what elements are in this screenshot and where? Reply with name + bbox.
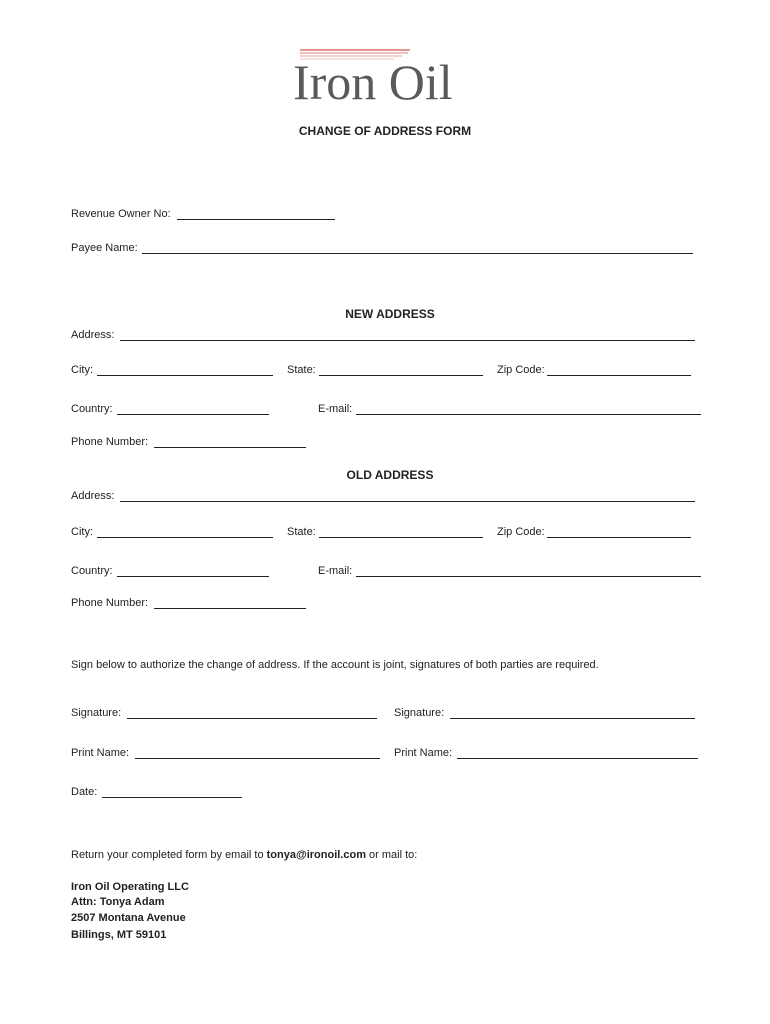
print-name-1-label: Print Name: <box>71 747 130 759</box>
authorize-text: Sign below to authorize the change of address. If the account is joint, signatures of both parties are required. <box>71 659 599 671</box>
old-address-label: Address: <box>71 490 115 502</box>
old-city-field[interactable] <box>97 537 273 538</box>
old-zip-label: Zip Code: <box>497 526 545 538</box>
print-name-2-label: Print Name: <box>394 747 453 759</box>
new-email-label: E-mail: <box>318 403 353 415</box>
revenue-owner-field[interactable] <box>177 219 335 220</box>
signature-1-field[interactable] <box>127 718 377 719</box>
new-phone-field[interactable] <box>154 447 306 448</box>
old-city-label: City: <box>71 526 93 538</box>
payee-name-field[interactable] <box>142 253 693 254</box>
signature-2-field[interactable] <box>450 718 695 719</box>
new-zip-label: Zip Code: <box>497 364 545 376</box>
return-instructions <box>71 849 417 862</box>
old-state-field[interactable] <box>319 537 483 538</box>
old-country-field[interactable] <box>117 576 269 577</box>
return-suffix: or mail to: <box>365 849 418 861</box>
logo-wordmark: Iron Oil <box>293 54 453 104</box>
return-email-link[interactable]: tonya@ironoil.com <box>266 849 366 861</box>
old-address-heading: OLD ADDRESS <box>346 468 434 482</box>
old-state-label: State: <box>287 526 316 538</box>
old-email-field[interactable] <box>356 576 701 577</box>
date-field[interactable] <box>102 797 242 798</box>
revenue-owner-label: Revenue Owner No: <box>71 208 171 220</box>
new-zip-field[interactable] <box>547 375 691 376</box>
mailing-attn: Attn: Tonya Adam <box>71 896 165 908</box>
new-state-field[interactable] <box>319 375 483 376</box>
print-name-2-field[interactable] <box>457 758 698 759</box>
old-email-label: E-mail: <box>318 565 353 577</box>
old-phone-label: Phone Number: <box>71 597 149 609</box>
new-address-field[interactable] <box>120 340 695 341</box>
old-phone-field[interactable] <box>154 608 306 609</box>
new-email-field[interactable] <box>356 414 701 415</box>
mailing-city-state-zip: Billings, MT 59101 <box>71 929 167 941</box>
old-address-field[interactable] <box>120 501 695 502</box>
new-state-label: State: <box>287 364 316 376</box>
new-country-field[interactable] <box>117 414 269 415</box>
signature-1-label: Signature: <box>71 707 122 719</box>
form-title: CHANGE OF ADDRESS FORM <box>298 124 472 138</box>
old-country-label: Country: <box>71 565 113 577</box>
mailing-street: 2507 Montana Avenue <box>71 912 186 924</box>
return-prefix: Return your completed form by email to <box>71 849 267 861</box>
new-address-heading: NEW ADDRESS <box>345 307 435 321</box>
mailing-company: Iron Oil Operating LLC <box>71 881 189 893</box>
new-city-field[interactable] <box>97 375 273 376</box>
new-address-label: Address: <box>71 329 115 341</box>
new-country-label: Country: <box>71 403 113 415</box>
date-label: Date: <box>71 786 98 798</box>
old-zip-field[interactable] <box>547 537 691 538</box>
new-phone-label: Phone Number: <box>71 436 149 448</box>
payee-name-label: Payee Name: <box>71 242 138 254</box>
iron-oil-logo <box>290 44 490 104</box>
signature-2-label: Signature: <box>394 707 445 719</box>
print-name-1-field[interactable] <box>135 758 380 759</box>
new-city-label: City: <box>71 364 93 376</box>
